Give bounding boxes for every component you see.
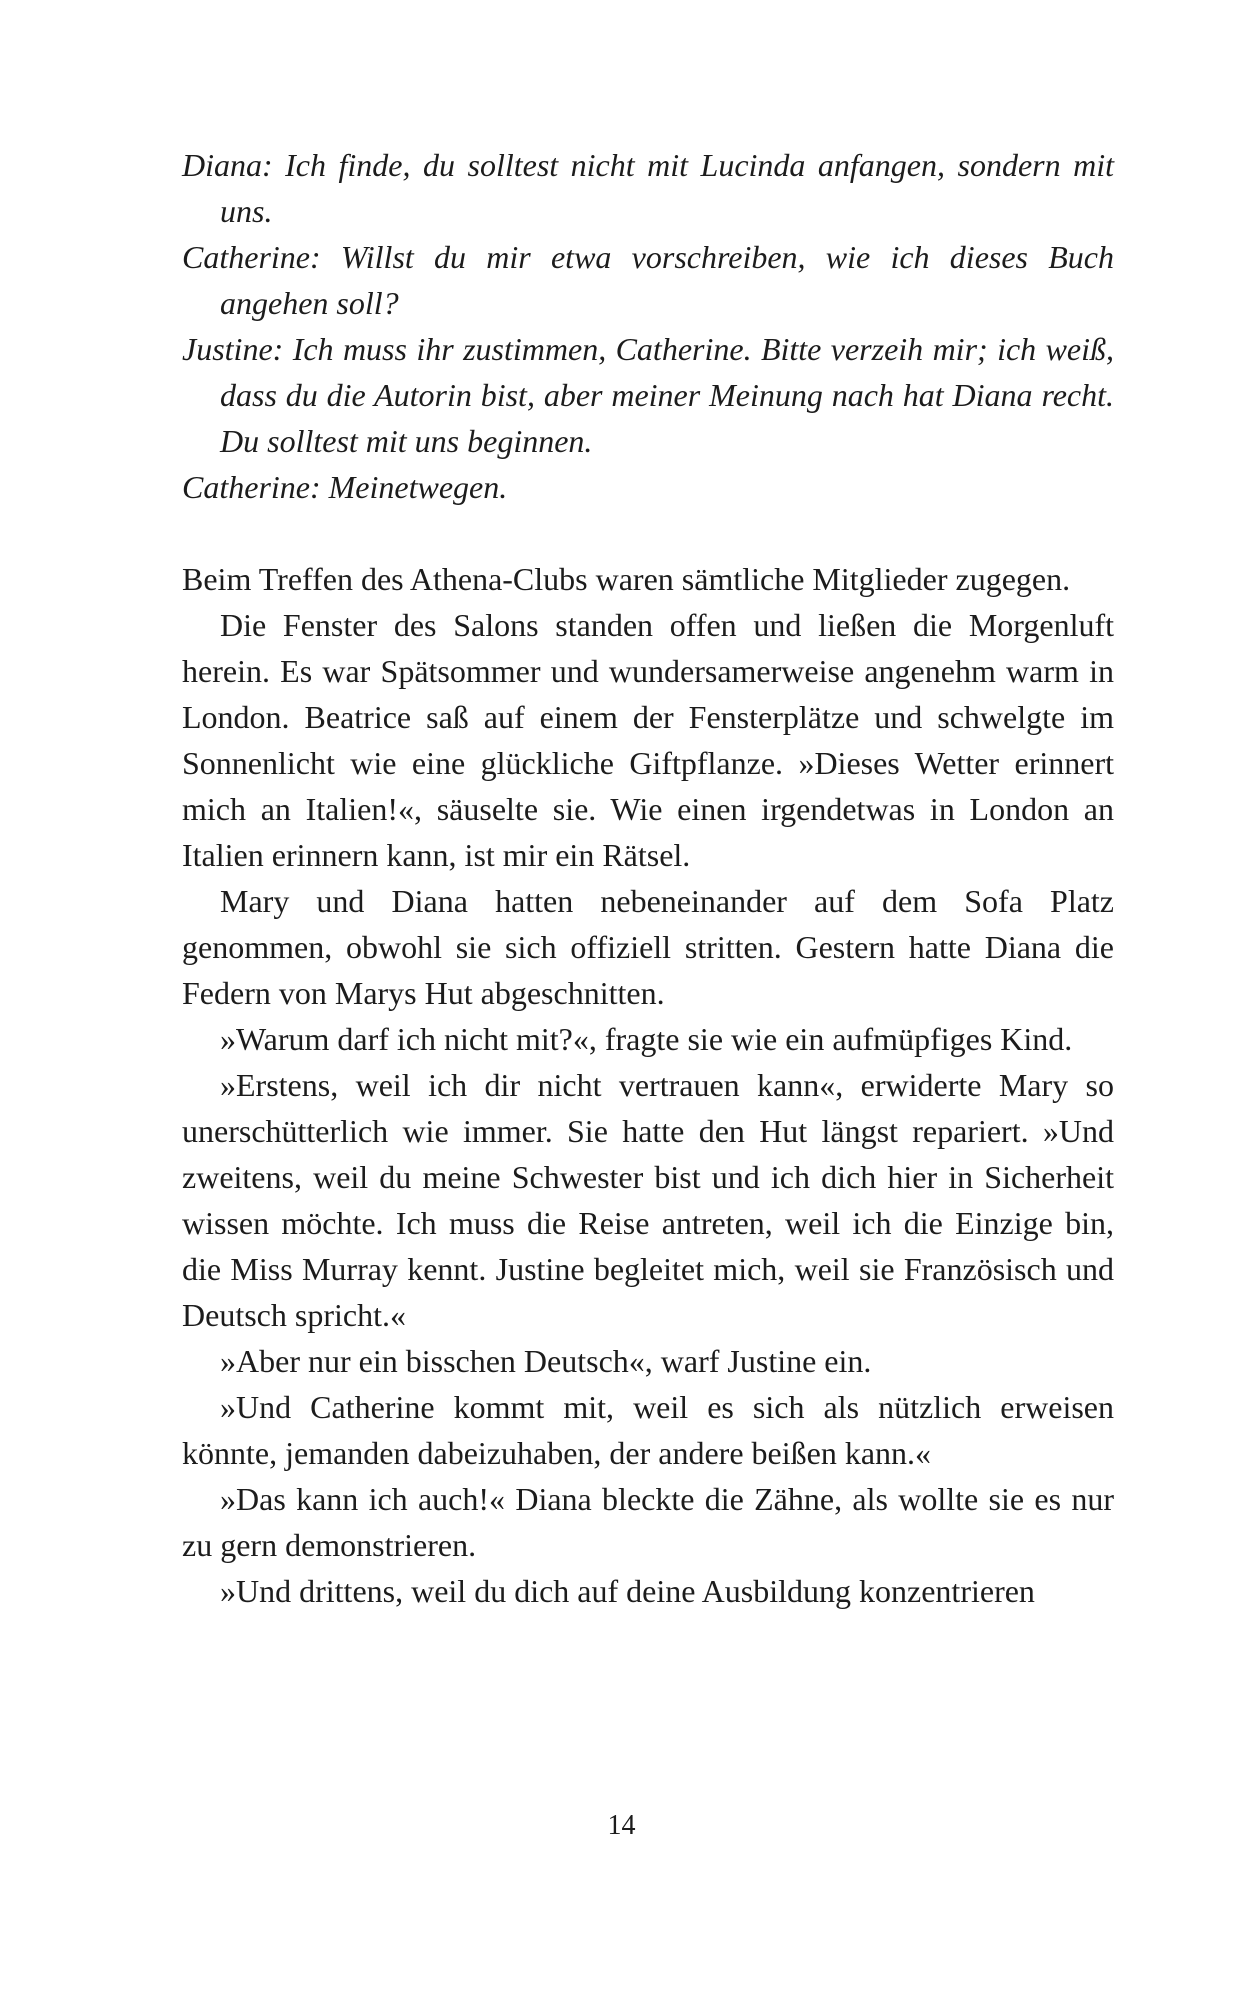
paragraph: »Und Catherine kommt mit, weil es sich als nützlich erweisen könnte, jemanden dabeizuhaben, der andere beißen kann.« (182, 1389, 1114, 1471)
dialogue-line-justine: Justine: Ich muss ihr zustimmen, Catherine. Bitte verzeih mir; ich weiß, dass du die Autorin bist, aber meiner Meinung nach hat Diana recht. Du solltest mit uns beginnen. (182, 331, 1114, 459)
paragraph: »Warum darf ich nicht mit?«, fragte sie wie ein aufmüpfiges Kind. (220, 1021, 1073, 1057)
paragraph: »Aber nur ein bisschen Deutsch«, warf Justine ein. (220, 1343, 872, 1379)
paragraph: »Und drittens, weil du dich auf deine Ausbildung konzentrieren (220, 1573, 1035, 1609)
paragraph: »Erstens, weil ich dir nicht vertrauen kann«, erwiderte Mary so unerschütterlich wie immer. Sie hatte den Hut längst repariert. »Und zweitens, weil du meine Schwester bist und ich dich hier in Sicherheit wissen möchte. Ich muss die Reise antreten, weil ich die Einzige bin, die Miss Murray kennt. Justine begleitet mich, weil sie Französisch und Deutsch spricht.« (182, 1067, 1114, 1333)
page-body (182, 142, 1114, 1614)
prose-block (182, 556, 1114, 1614)
dialogue-line-catherine-reply: Catherine: Meinetwegen. (182, 469, 508, 505)
page-number: 14 (607, 1810, 636, 1841)
paragraph: Beim Treffen des Athena-Clubs waren sämtliche Mitglieder zugegen. (182, 561, 1071, 597)
dialogue-line-catherine: Catherine: Willst du mir etwa vorschreiben, wie ich dieses Buch angehen soll? (182, 239, 1114, 321)
dialogue-block (182, 142, 1114, 510)
paragraph: »Das kann ich auch!« Diana bleckte die Zähne, als wollte sie es nur zu gern demonstrieren. (182, 1481, 1114, 1563)
paragraph: Die Fenster des Salons standen offen und ließen die Morgenluft herein. Es war Spätsommer und wundersamerweise angenehm warm in London. Beatrice saß auf einem der Fensterplätze und schwelgte im Sonnenlicht wie eine glückliche Giftpflanze. »Dieses Wetter erinnert mich an Italien!«, säuselte sie. Wie einen irgendetwas in London an Italien erinnern kann, ist mir ein Rätsel. (182, 607, 1114, 873)
dialogue-line-diana: Diana: Ich finde, du solltest nicht mit Lucinda anfangen, sondern mit uns. (182, 147, 1114, 229)
paragraph: Mary und Diana hatten nebeneinander auf dem Sofa Platz genommen, obwohl sie sich offiziell stritten. Gestern hatte Diana die Federn von Marys Hut abgeschnitten. (182, 883, 1114, 1011)
